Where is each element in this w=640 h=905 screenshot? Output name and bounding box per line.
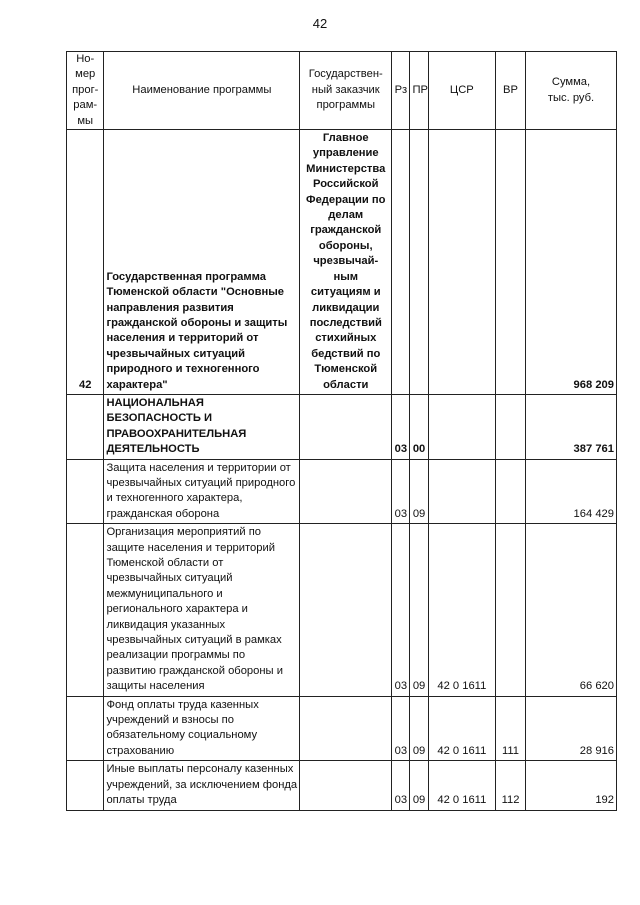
pr-cell xyxy=(410,130,428,395)
vr-cell: 111 xyxy=(496,696,526,761)
vr-cell xyxy=(496,130,526,395)
program-name-cell: Иные выплаты персоналу казенных учреждений, за исключением фонда оплаты труда xyxy=(104,761,300,810)
sum-cell: 192 xyxy=(526,761,617,810)
header-pr: ПР xyxy=(410,52,428,130)
csr-cell xyxy=(428,459,495,524)
pr-cell: 09 xyxy=(410,524,428,696)
header-program-name: Наименование программы xyxy=(104,52,300,130)
header-rz: Рз xyxy=(392,52,410,130)
vr-cell xyxy=(496,459,526,524)
header-customer: Государствен- ный заказчик программы xyxy=(300,52,392,130)
header-vr: ВР xyxy=(496,52,526,130)
table-row xyxy=(67,696,617,761)
program-number-cell: 42 xyxy=(67,130,104,395)
rz-cell xyxy=(392,130,410,395)
customer-cell xyxy=(300,524,392,696)
csr-cell xyxy=(428,394,495,459)
customer-cell xyxy=(300,459,392,524)
program-number-cell xyxy=(67,524,104,696)
pr-cell: 09 xyxy=(410,761,428,810)
table-row xyxy=(67,761,617,810)
sum-cell: 164 429 xyxy=(526,459,617,524)
csr-cell: 42 0 1611 xyxy=(428,761,495,810)
sum-cell: 28 916 xyxy=(526,696,617,761)
rz-cell: 03 xyxy=(392,696,410,761)
program-number-cell xyxy=(67,761,104,810)
page-number: 42 xyxy=(312,16,328,31)
csr-cell: 42 0 1611 xyxy=(428,524,495,696)
pr-cell: 00 xyxy=(410,394,428,459)
customer-cell xyxy=(300,761,392,810)
pr-cell: 09 xyxy=(410,696,428,761)
vr-cell xyxy=(496,524,526,696)
vr-cell: 112 xyxy=(496,761,526,810)
program-name-cell: Государственная программа Тюменской области "Основные направления развития гражданской обороны и защиты населения и территорий от чрезвычайных ситуаций природного и техногенного характера" xyxy=(104,130,300,395)
program-name-cell: Организация мероприятий по защите населения и территорий Тюменской области от чрезвычайных ситуаций межмуниципального и регионального характера и ликвидация указанных чрезвычайных ситуаций в рамках реализации программы по развитию гражданской обороны и защиты населения xyxy=(104,524,300,696)
header-csr: ЦСР xyxy=(428,52,495,130)
customer-cell: Главное управление Министерства Российской Федерации по делам гражданской обороны, чрезвычай-ным ситуациям и ликвидации последствий стихийных бедствий по Тюменской области xyxy=(300,130,392,395)
rz-cell: 03 xyxy=(392,761,410,810)
table-header-row xyxy=(67,52,617,130)
vr-cell xyxy=(496,394,526,459)
csr-cell: 42 0 1611 xyxy=(428,696,495,761)
header-sum: Сумма, тыс. руб. xyxy=(526,52,617,130)
customer-cell xyxy=(300,696,392,761)
rz-cell: 03 xyxy=(392,394,410,459)
budget-table xyxy=(66,51,617,811)
table-row xyxy=(67,394,617,459)
pr-cell: 09 xyxy=(410,459,428,524)
program-name-cell: НАЦИОНАЛЬНАЯ БЕЗОПАСНОСТЬ И ПРАВООХРАНИТЕЛЬНАЯ ДЕЯТЕЛЬНОСТЬ xyxy=(104,394,300,459)
sum-cell: 387 761 xyxy=(526,394,617,459)
program-number-cell xyxy=(67,459,104,524)
header-program-number: Но- мер прог- рам- мы xyxy=(67,52,104,130)
rz-cell: 03 xyxy=(392,459,410,524)
program-name-cell: Фонд оплаты труда казенных учреждений и взносы по обязательному социальному страхованию xyxy=(104,696,300,761)
csr-cell xyxy=(428,130,495,395)
table-row xyxy=(67,459,617,524)
program-name-cell: Защита населения и территории от чрезвычайных ситуаций природного и техногенного характера, гражданская оборона xyxy=(104,459,300,524)
sum-cell: 968 209 xyxy=(526,130,617,395)
customer-cell xyxy=(300,394,392,459)
rz-cell: 03 xyxy=(392,524,410,696)
program-number-cell xyxy=(67,696,104,761)
program-number-cell xyxy=(67,394,104,459)
sum-cell: 66 620 xyxy=(526,524,617,696)
table-row xyxy=(67,524,617,696)
table-row xyxy=(67,130,617,395)
